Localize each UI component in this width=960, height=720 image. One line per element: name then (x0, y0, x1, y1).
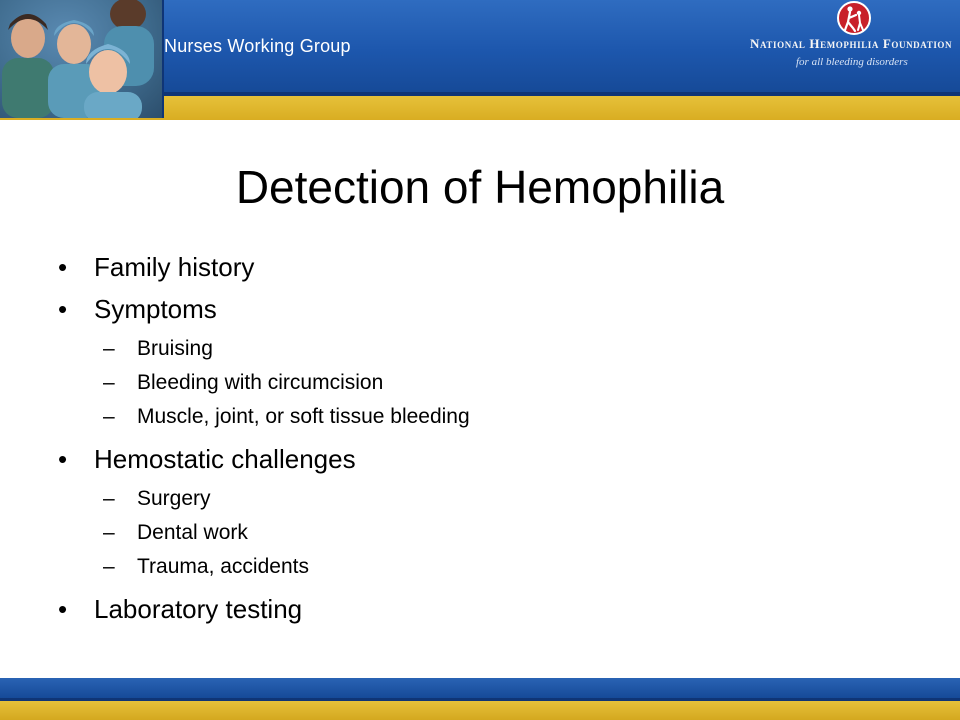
sub-bullet-marker: – (103, 337, 115, 360)
bullet-label: Hemostatic challenges (94, 444, 356, 474)
sub-bullet-item (58, 366, 470, 400)
sub-bullet-item (58, 550, 470, 584)
sub-bullet-label: Bruising (137, 337, 213, 360)
sub-bullet-label: Surgery (137, 487, 211, 510)
sub-bullet-label: Trauma, accidents (137, 555, 309, 578)
sub-bullet-list (58, 332, 470, 434)
sub-bullet-marker: – (103, 405, 115, 428)
bullet-marker: • (58, 444, 68, 474)
bullet-item (58, 290, 470, 328)
bullet-marker: • (58, 252, 68, 282)
sub-bullet-marker: – (103, 371, 115, 394)
nhf-emblem-icon (836, 0, 872, 36)
sub-bullet-item (58, 516, 470, 550)
sub-bullet-marker: – (103, 487, 115, 510)
footer-gold-band (0, 701, 960, 720)
nhf-logo (744, 0, 960, 92)
bullet-list (58, 248, 470, 632)
bullet-label: Family history (94, 252, 255, 282)
sub-bullet-item (58, 332, 470, 366)
org-tagline: for all bleeding disorders (796, 56, 908, 68)
sub-bullet-label: Bleeding with circumcision (137, 371, 384, 394)
bullet-marker: • (58, 294, 68, 324)
sub-bullet-list (58, 482, 470, 584)
bullet-marker: • (58, 594, 68, 624)
bullet-label: Laboratory testing (94, 594, 303, 624)
sub-bullet-item (58, 482, 470, 516)
bullet-label: Symptoms (94, 294, 217, 324)
footer-blue-band (0, 678, 960, 698)
slide-title: Detection of Hemophilia (235, 161, 725, 213)
slide-footer (0, 678, 960, 720)
sub-bullet-item (58, 400, 470, 434)
sub-bullet-label: Muscle, joint, or soft tissue bleeding (137, 405, 470, 428)
bullet-item (58, 590, 470, 628)
org-name: National Hemophilia Foundation (750, 36, 953, 51)
working-group-name: Nurses Working Group (164, 36, 351, 56)
sub-bullet-marker: – (103, 555, 115, 578)
nurses-photo (0, 0, 164, 118)
sub-bullet-label: Dental work (137, 521, 248, 544)
bullet-item (58, 440, 470, 478)
sub-bullet-marker: – (103, 521, 115, 544)
bullet-item (58, 248, 470, 286)
slide-header (0, 0, 960, 120)
